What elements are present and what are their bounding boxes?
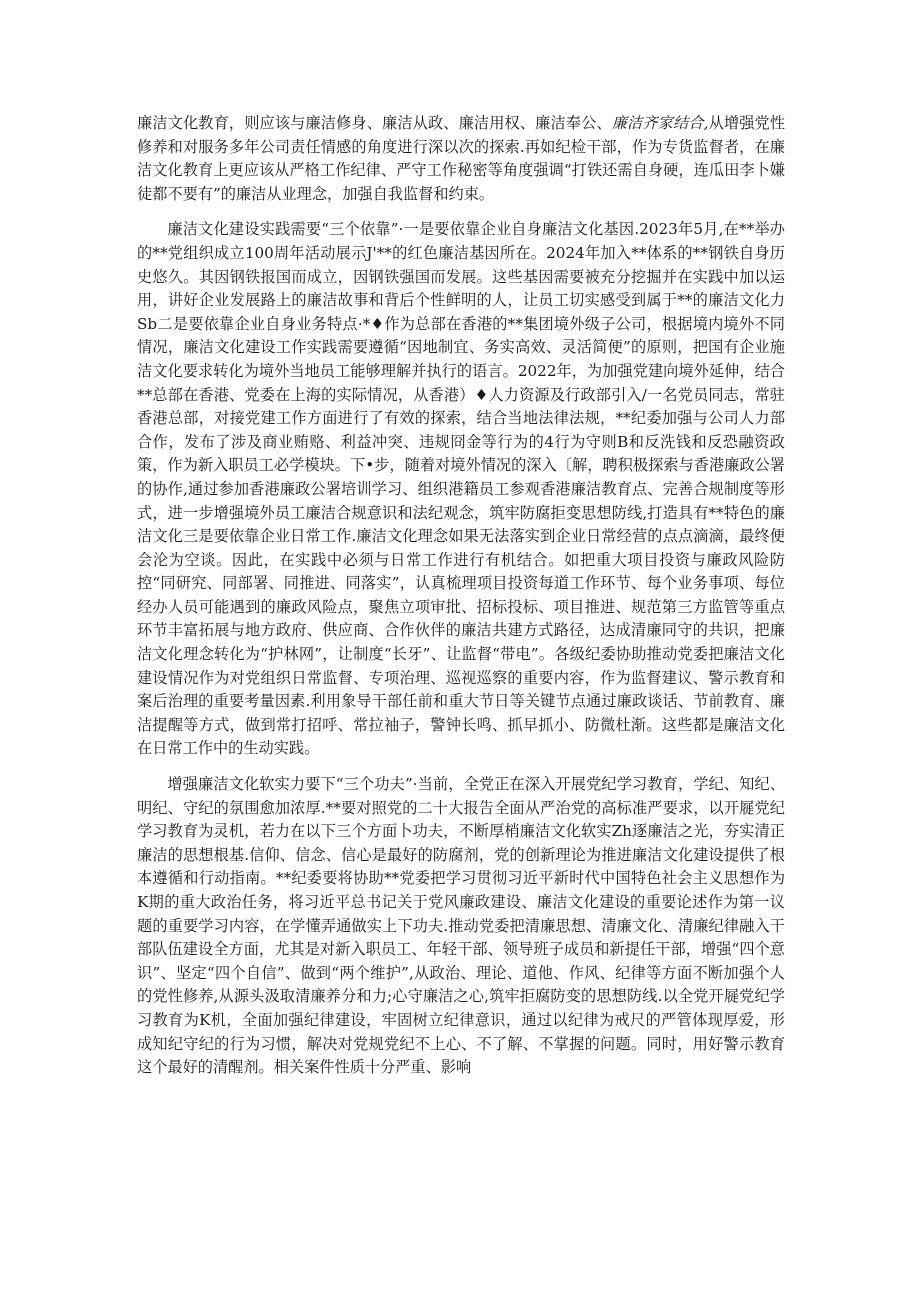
paragraph-2: 廉洁文化建设实践需要“三个依靠”·一是要依靠企业自身廉洁文化基因.2023年5月,在**举办的**党组织成立100周年活动展示J'**的红色廉洁基因所在。2024年加入**体系的**钢铁自身历史悠久。其因钢铁报国而成立，因钢铁强国而发展。这些基因需要被充分挖掘并在实践中加以运用，讲好企业发展路上的廉洁故事和背后个性鲜明的人，让员工切实感受到属于**的廉洁文化力Sb二是要依靠企业自身业务特点·*♦作为总部在香港的**集团境外级子公司，根据境内境外不同情况，廉洁文化建设工作实践需要遵循“因地制宜、务实高效、灵活简便”的原则，把国有企业施洁文化要求转化为境外当地员工能够理解并执行的语言。2022年，为加强党建向境外延伸，结合**总部在香港、党委在上海的实际情况，从香港）♦人力资源及行政部引入/一名党员同志，常驻香港总部，对接党建工作方面进行了有效的探索，结合当地法律法规，**纪委加强与公司人力部合作，发布了涉及商业贿赂、利益冲突、违规冏金等行为的4行为守则B和反洗钱和反恐融资政策，作为新入职员工必学模块。下•步，随着对境外情况的深入〔解，聘积极探索与香港廉政公署的协作,通过参加香港廉政公署培训学习、组织港籍员工参观香港廉洁教育点、完善合规制度等形式，进一步增强境外员工廉洁合规意识和法纪观念，筑牢防腐拒变思想防线,打造具有**特色的廉洁文化三是要依靠企业日常工作.廉洁文化理念如果无法落实到企业日常经营的点点滴滴，最终便会沦为空谈。因此，在实践中必须与日常工作进行有机结合。如把重大项目投资与廉政风险防控“同研究、同部署、同推进、同落实”，认真梳理项目投资每道工作环节、每个业务事项、每位经办人员可能遇到的廉政风险点，聚焦立项审批、招标投标、项目推进、规范第三方监管等重点环节丰富拓展与地方政府、供应商、合作伙伴的廉洁共建方式路径，达成清廉同守的共识，把廉洁文化理念转化为“护林网”，让制度“长牙”、让监督“带电”。各级纪委协助推动党委把廉洁文化建设情况作为对党组织日常监督、专项治理、巡视巡察的重要内容，作为监督建议、警示教育和案后治理的重要考量因素.利用象导干部任前和重大节日等关键节点通过廉政谈话、节前教育、廉洁提醒等方式，做到常打招呼、常拉袖子，警钟长鸣、抓早抓小、防微杜渐。这些都是廉洁文化在日常工作中的生动实践。: [137, 220, 785, 758]
document-body: [137, 112, 785, 1092]
paragraph-3: 增强廉洁文化软实力要下“三个功夫”·当前，全党正在深入开展党纪学习教育，学纪、知纪、明纪、守纪的氛围愈加浓厚.**要对照党的二十大报告全面从严治党的高标准严要求，以开屣党纪学习教育为灵机，若力在以下三个方面卜功夫，不断厚梢廉洁文化软实Zh逐廉洁之光，夯实清正廉洁的思想根基.信仰、信念、信心是最好的防腐剂，党的创新理论为推进廉洁文化建设提供了根本遵循和行动指南。**纪委要将协助**党委把学习贯彻习近平新时代中国特色社会主义思想作为K期的重大政治任务，将习近平总书记关于党风廉政建设、廉洁文化建设的重要论述作为第一议题的重要学习内容，在学懂弄通做实上下功夫.推动党委把清廉思想、清廉文化、清廉纪律融入干部队伍建设全方面，尤其是对新入职员工、年轻干部、领导班子成员和新提任干部，增强“四个意识”、坚定“四个自信”、做到“两个维护”,从政治、理论、道他、作风、纪律等方面不断加强个人的党性修养,从源头汲取清廉养分和力;心守廉洁之心,筑牢拒腐防变的思想防线.以全党开屣党纪学习教育为K机，全面加强纪律建设，牢固树立纪律意识，通过以纪律为戒尺的严管体现厚爱，形成知纪守纪的行为习惯，解决对党规党纪不上心、不了解、不掌握的问题。同时，用好警示教育这个最好的清醒剂。相关案件性质十分严重、影响: [137, 775, 785, 1077]
paragraph-1: [137, 112, 785, 206]
paragraph-1-text-start: 廉洁文化教育，则应该与廉洁修身、廉洁从政、廉洁用权、廉洁奉公、: [137, 114, 612, 132]
paragraph-1-italic-phrase: 廉洁齐家结合,: [611, 114, 709, 132]
paragraph-1-text-end: 从增强党性修养和对服务多年公司责任情感的角度进行深以次的探索.再如纪检干部，作为专货监督者，在廉洁文化教育上更应该从严格工作纪律、严守工作秘密等角度强调“打铁还需自身硬，连瓜田李卜嫌徒都不要有”的廉洁从业理念，加强自我监督和约束。: [137, 114, 786, 203]
